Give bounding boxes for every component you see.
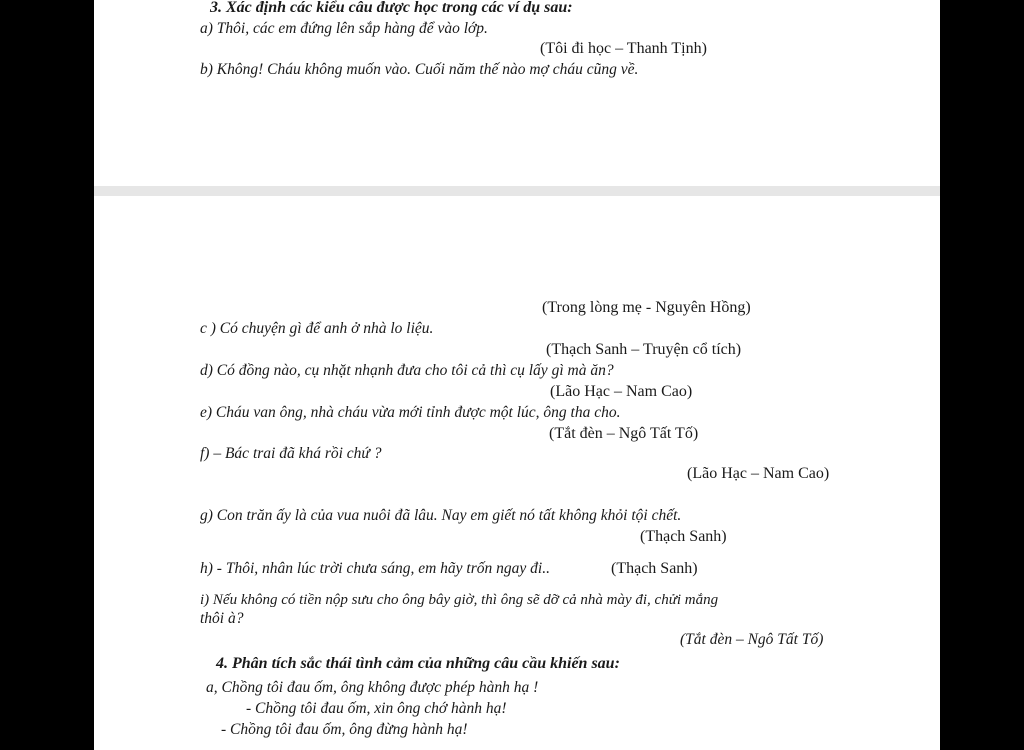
example-a: a) Thôi, các em đứng lên sắp hàng để vào lớp. [200,20,488,37]
example-g: g) Con trăn ấy là của vua nuôi đã lâu. Nay em giết nó tất không khỏi tội chết. [200,507,682,524]
example-c-source: (Thạch Sanh – Truyện cổ tích) [546,341,742,358]
exercise-4-example-a-variant-2: - Chồng tôi đau ốm, ông đừng hành hạ! [221,721,468,738]
exercise-4-example-a: a, Chồng tôi đau ốm, ông không được phép hành hạ ! [206,679,539,696]
exercise-4-heading: 4. Phân tích sắc thái tình cảm của những câu cầu khiến sau: [216,655,620,672]
example-e-source: (Tắt đèn – Ngô Tất Tố) [549,425,699,442]
example-a-source: (Tôi đi học – Thanh Tịnh) [540,40,707,57]
example-f: f) – Bác trai đã khá rồi chứ ? [200,445,382,462]
example-e: e) Cháu van ông, nhà cháu vừa mới tỉnh được một lúc, ông tha cho. [200,404,621,421]
example-b: b) Không! Cháu không muốn vào. Cuối năm thế nào mợ cháu cũng về. [200,61,639,78]
example-i-source: (Tắt đèn – Ngô Tất Tố) [680,631,824,648]
example-g-source: (Thạch Sanh) [640,528,727,545]
exercise-3-heading: 3. Xác định các kiểu câu được học trong các ví dụ sau: [210,0,573,16]
example-d-source: (Lão Hạc – Nam Cao) [550,383,693,400]
page-separator [94,186,940,196]
example-h-source: (Thạch Sanh) [611,560,698,577]
example-b-source: (Trong lòng mẹ - Nguyên Hồng) [542,299,751,316]
example-d: d) Có đồng nào, cụ nhặt nhạnh đưa cho tôi cả thì cụ lấy gì mà ăn? [200,362,614,379]
exercise-4-example-a-variant-1: - Chồng tôi đau ốm, xin ông chớ hành hạ! [246,700,507,717]
example-i-line-2: thôi à? [200,610,244,627]
example-c: c ) Có chuyện gì để anh ở nhà lo liệu. [200,320,434,337]
example-h: h) - Thôi, nhân lúc trời chưa sáng, em hãy trốn ngay đi.. [200,560,550,577]
example-f-source: (Lão Hạc – Nam Cao) [687,465,830,482]
example-i-line-1: i) Nếu không có tiền nộp sưu cho ông bây giờ, thì ông sẽ dỡ cả nhà mày đi, chửi mắng [200,592,719,608]
